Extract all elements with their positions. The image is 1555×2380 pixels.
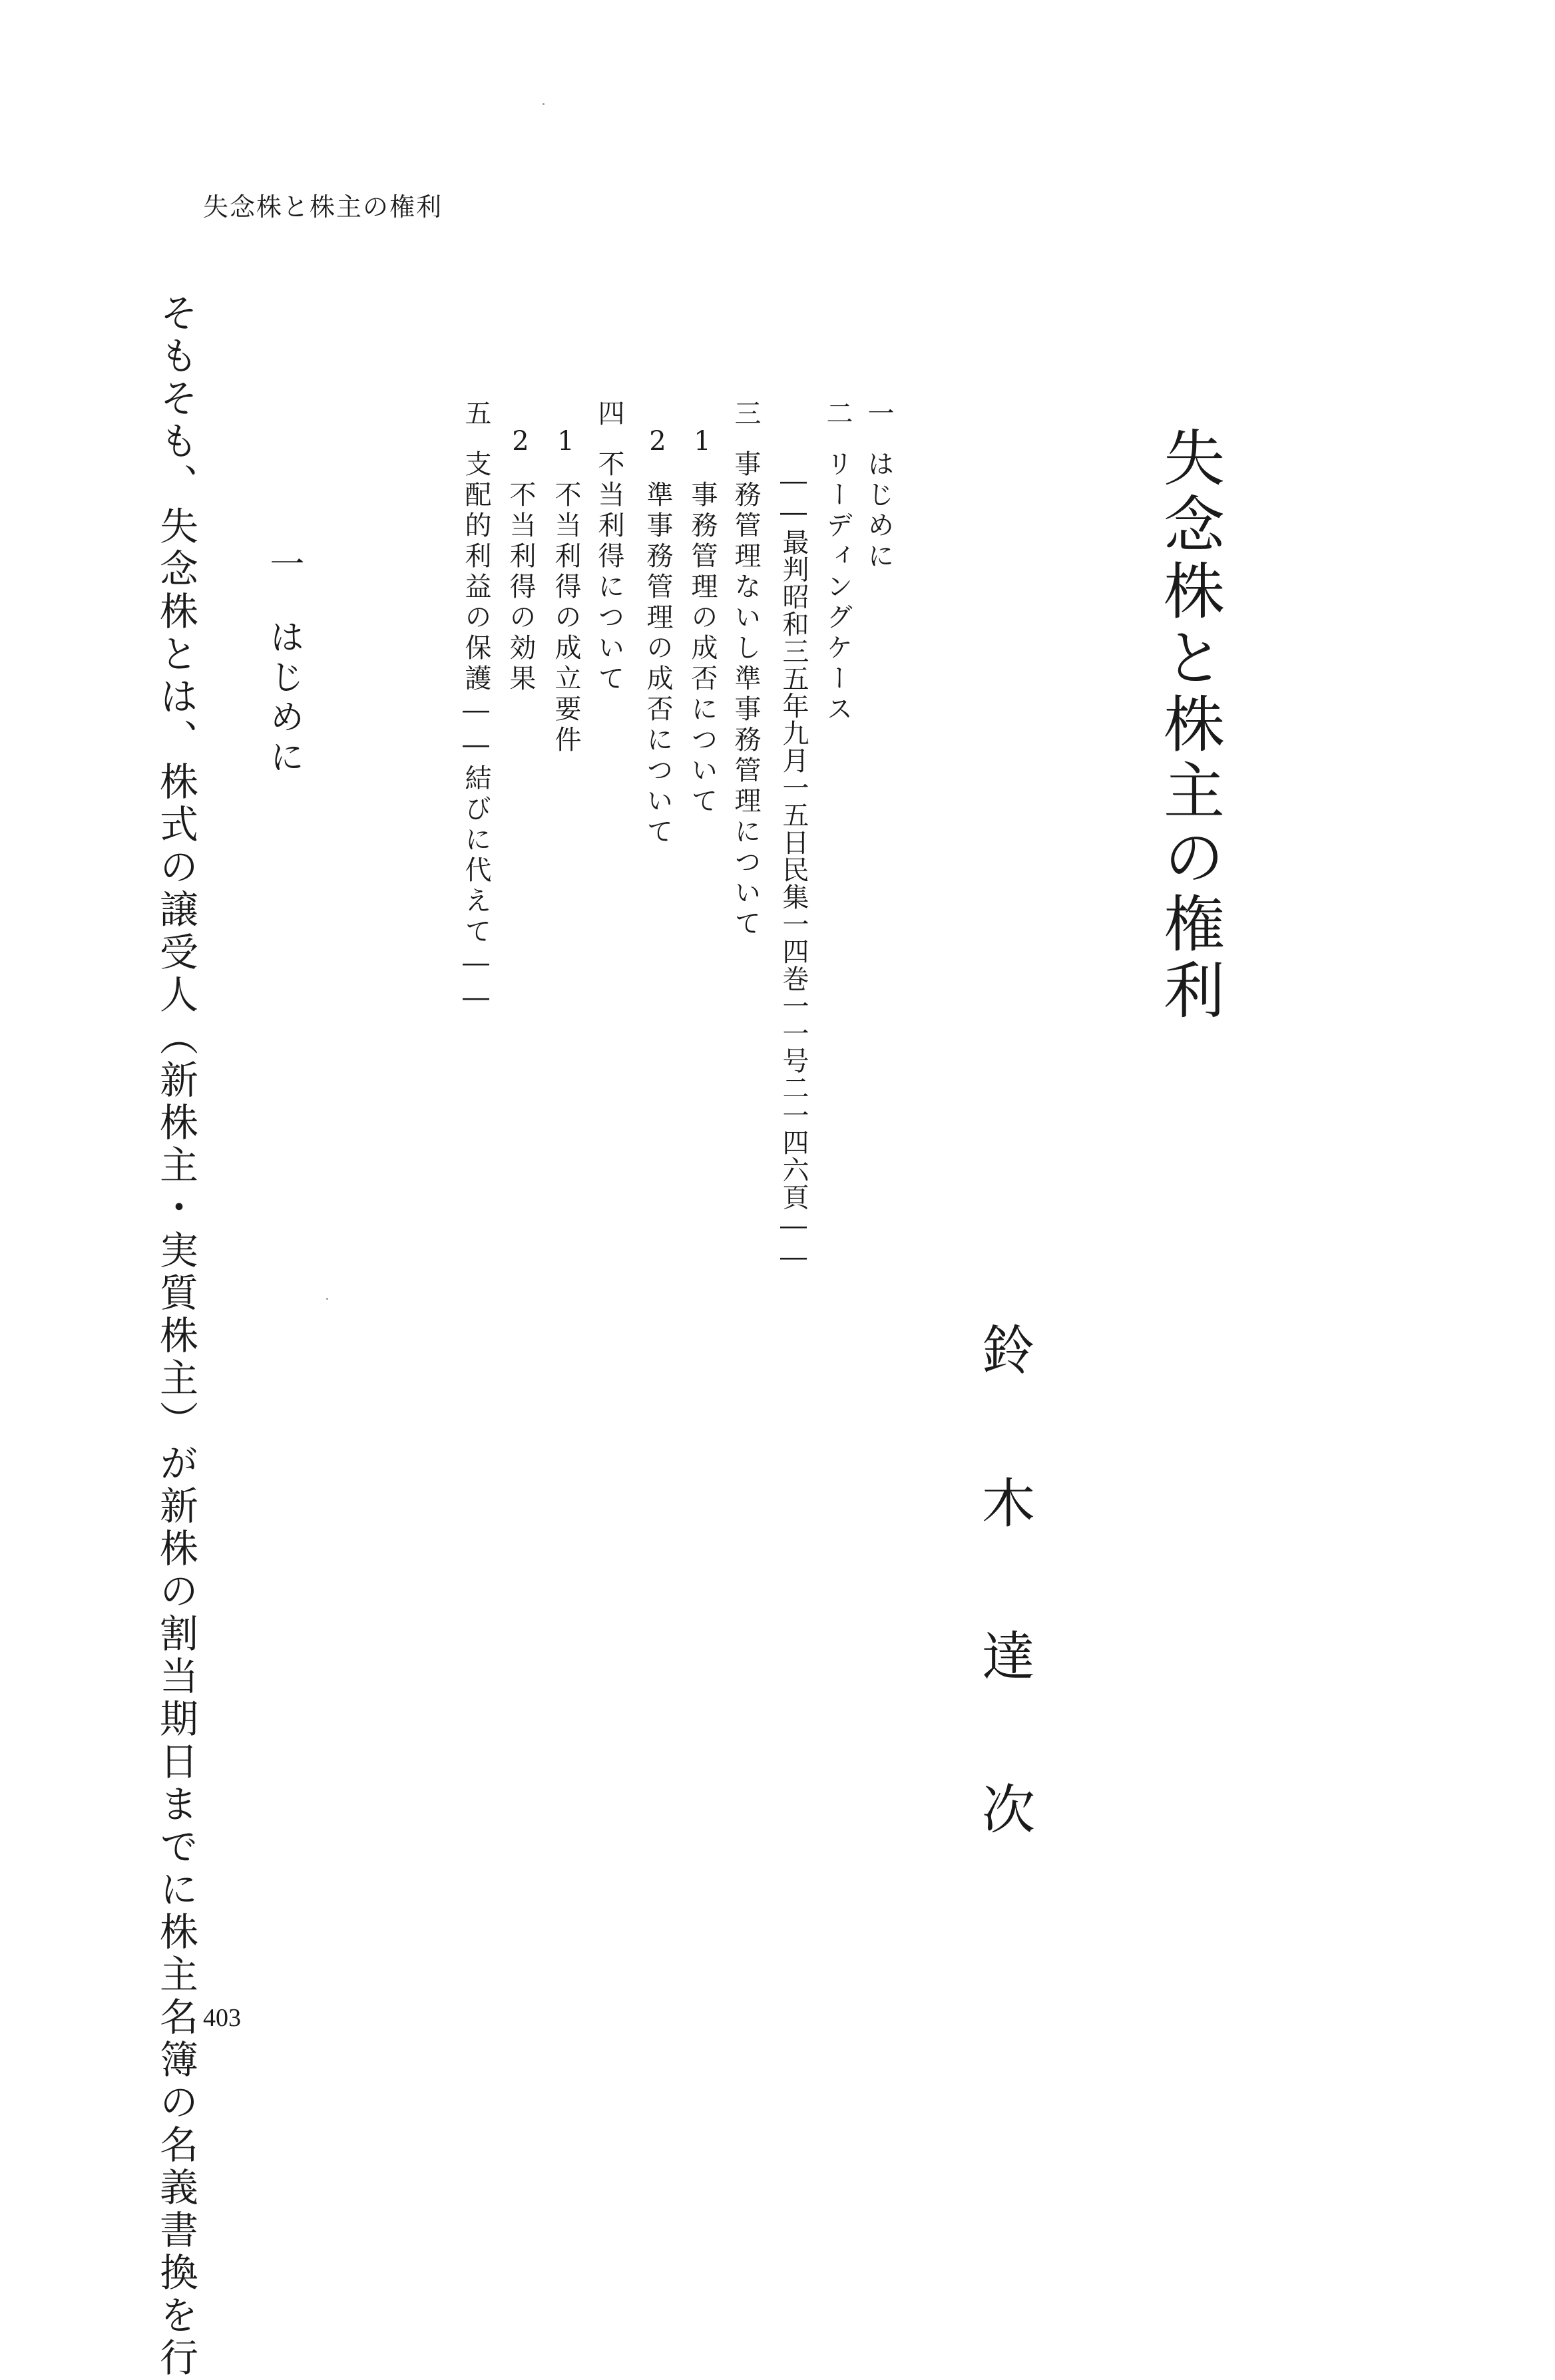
toc-number: 二 bbox=[822, 399, 853, 430]
toc-label: 不当利得の成立要件 bbox=[551, 481, 581, 756]
toc-number: 2 bbox=[642, 426, 673, 461]
toc-label: 事務管理ないし準事務管理について bbox=[730, 450, 761, 940]
toc-item bbox=[507, 426, 534, 695]
article-title: 失念株と株主の権利 bbox=[1154, 426, 1225, 1025]
toc-label: 事務管理の成否について bbox=[687, 481, 718, 817]
toc-item bbox=[644, 426, 671, 848]
section-number: 一 bbox=[264, 546, 304, 586]
toc-number: 五 bbox=[461, 399, 491, 430]
toc-number: 2 bbox=[505, 426, 536, 461]
toc-number: 三 bbox=[730, 399, 761, 430]
toc-item bbox=[596, 399, 622, 695]
section-heading bbox=[264, 546, 304, 779]
toc-label: 準事務管理の成否について bbox=[642, 481, 673, 848]
section-title: はじめに bbox=[264, 619, 304, 779]
toc-label: ――最判昭和三五年九月一五日民集一四巻一一号二一四六頁―― bbox=[778, 466, 809, 1273]
page-number: 403 bbox=[203, 2004, 241, 2032]
toc-item bbox=[824, 399, 851, 725]
body-paragraph: そもそも、失念株とは、株式の譲受人（新株主・実質株主）が新株の割当期日までに株主名簿の名義書換を行 bbox=[153, 293, 198, 2380]
toc-number: 一 bbox=[863, 399, 894, 430]
toc-item bbox=[865, 399, 892, 572]
toc-number: 1 bbox=[687, 426, 718, 461]
author-name-char: 鈴 bbox=[982, 1320, 1035, 1382]
scan-speck bbox=[543, 103, 545, 105]
toc-item-subtitle bbox=[780, 466, 807, 1273]
scan-speck bbox=[326, 1298, 328, 1300]
author-name-char: 木 bbox=[982, 1473, 1035, 1535]
toc-label: 支配的利益の保護――結びに代えて―― bbox=[461, 450, 491, 1017]
toc-label: 不当利得の効果 bbox=[505, 481, 536, 695]
toc-item bbox=[553, 426, 579, 756]
toc-number: 四 bbox=[594, 399, 624, 430]
toc-label: リーディングケース bbox=[822, 450, 853, 725]
author-name-char: 次 bbox=[982, 1779, 1035, 1841]
toc-item bbox=[689, 426, 716, 817]
author-name-char: 達 bbox=[982, 1626, 1035, 1688]
toc-number: 1 bbox=[551, 426, 581, 461]
toc-item bbox=[732, 399, 759, 940]
toc-item bbox=[463, 399, 489, 1017]
toc-label: 不当利得について bbox=[594, 450, 624, 695]
running-header: 失念株と株主の権利 bbox=[203, 192, 443, 222]
toc-label: はじめに bbox=[863, 450, 894, 572]
